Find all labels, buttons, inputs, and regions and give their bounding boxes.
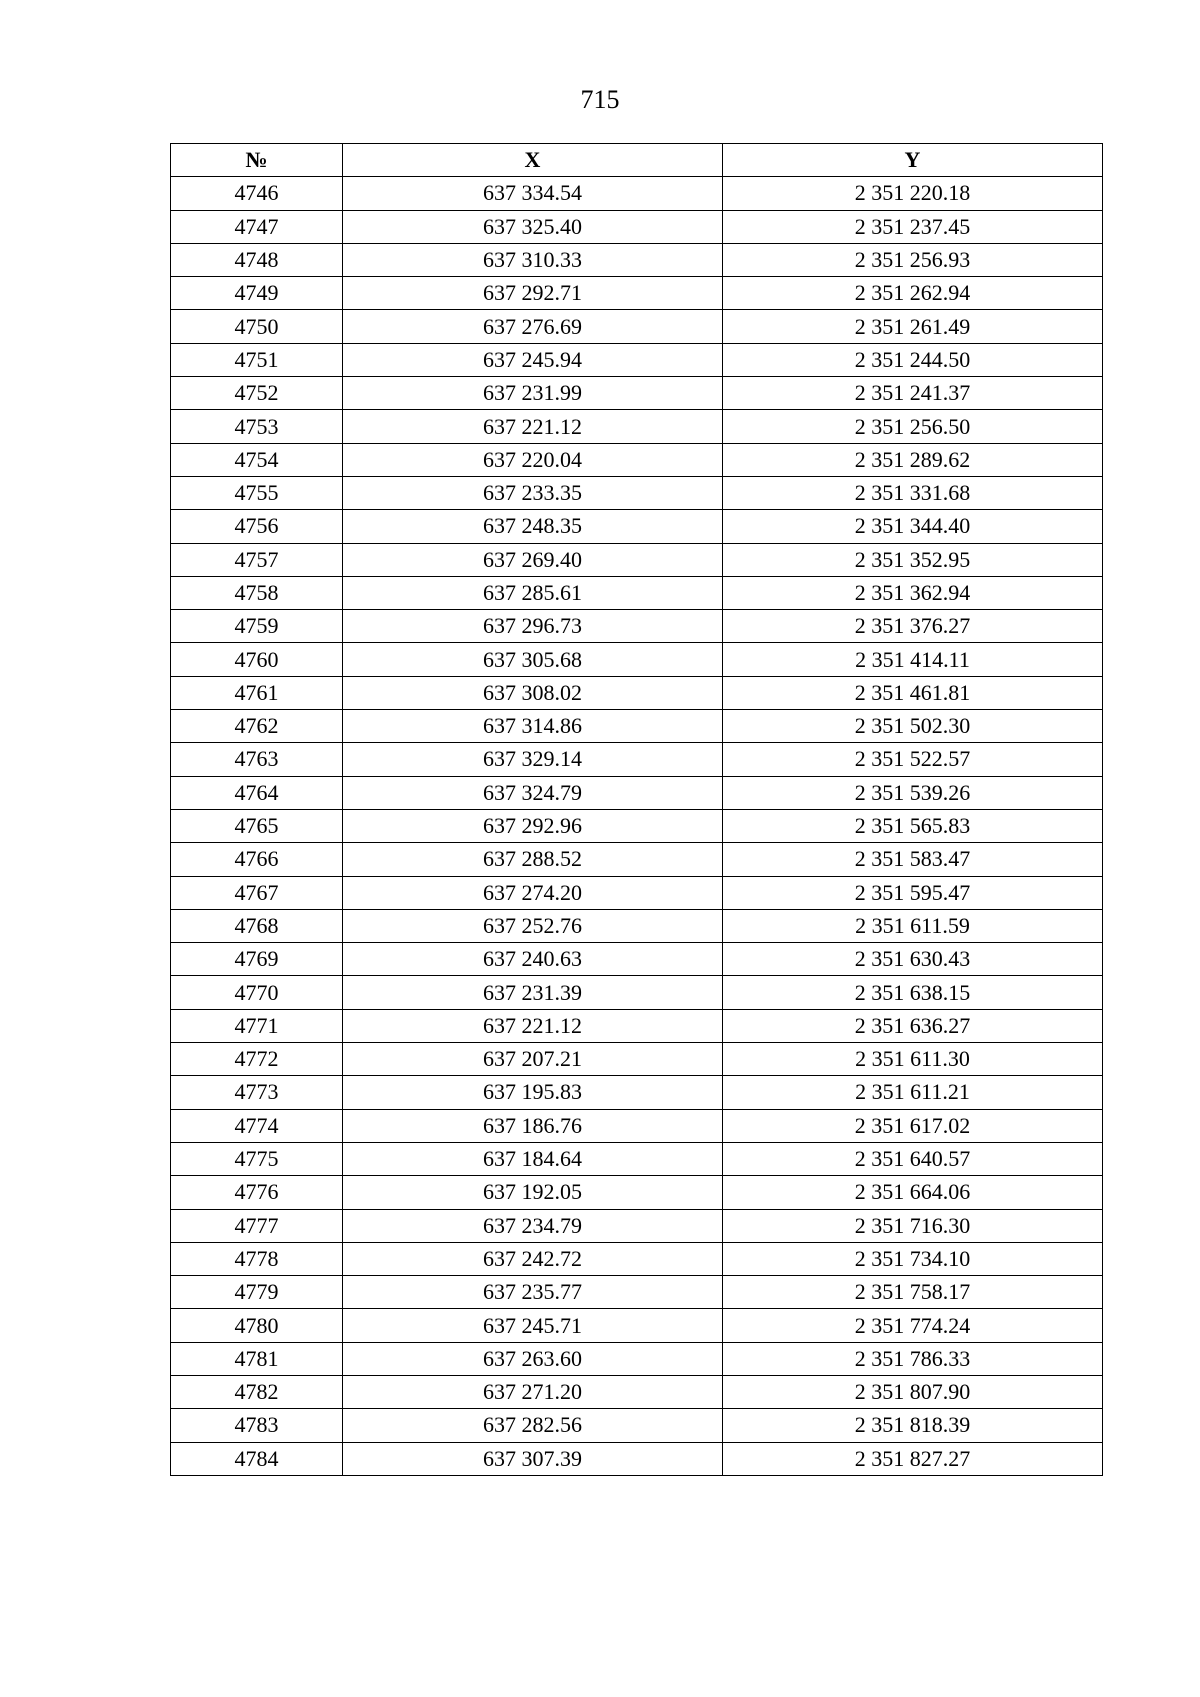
table-row (171, 876, 1103, 909)
cell-number: 4759 (171, 610, 343, 643)
table-row (171, 1109, 1103, 1142)
cell-x: 637 207.21 (343, 1043, 723, 1076)
table-row (171, 843, 1103, 876)
cell-number: 4753 (171, 410, 343, 443)
table-row (171, 743, 1103, 776)
cell-y: 2 351 256.93 (723, 243, 1103, 276)
cell-y: 2 351 818.39 (723, 1409, 1103, 1442)
cell-number: 4760 (171, 643, 343, 676)
cell-y: 2 351 331.68 (723, 476, 1103, 509)
table-row (171, 976, 1103, 1009)
table-row (171, 776, 1103, 809)
table-row (171, 1276, 1103, 1309)
cell-y: 2 351 786.33 (723, 1342, 1103, 1375)
cell-number: 4768 (171, 909, 343, 942)
table-row (171, 576, 1103, 609)
table-row (171, 1076, 1103, 1109)
cell-number: 4773 (171, 1076, 343, 1109)
cell-x: 637 292.71 (343, 277, 723, 310)
cell-x: 637 274.20 (343, 876, 723, 909)
cell-x: 637 310.33 (343, 243, 723, 276)
cell-y: 2 351 461.81 (723, 676, 1103, 709)
table-row (171, 277, 1103, 310)
cell-x: 637 252.76 (343, 909, 723, 942)
cell-x: 637 245.71 (343, 1309, 723, 1342)
cell-y: 2 351 344.40 (723, 510, 1103, 543)
table-row (171, 443, 1103, 476)
cell-x: 637 307.39 (343, 1442, 723, 1475)
cell-y: 2 351 664.06 (723, 1176, 1103, 1209)
table-row (171, 643, 1103, 676)
cell-number: 4766 (171, 843, 343, 876)
cell-y: 2 351 611.21 (723, 1076, 1103, 1109)
cell-y: 2 351 630.43 (723, 943, 1103, 976)
table-row (171, 310, 1103, 343)
cell-number: 4746 (171, 177, 343, 210)
cell-y: 2 351 617.02 (723, 1109, 1103, 1142)
cell-y: 2 351 807.90 (723, 1375, 1103, 1408)
cell-y: 2 351 640.57 (723, 1142, 1103, 1175)
cell-y: 2 351 583.47 (723, 843, 1103, 876)
table-body (171, 177, 1103, 1476)
cell-y: 2 351 611.30 (723, 1043, 1103, 1076)
cell-number: 4757 (171, 543, 343, 576)
cell-x: 637 186.76 (343, 1109, 723, 1142)
cell-x: 637 184.64 (343, 1142, 723, 1175)
cell-number: 4764 (171, 776, 343, 809)
table-row (171, 210, 1103, 243)
cell-number: 4775 (171, 1142, 343, 1175)
cell-x: 637 308.02 (343, 676, 723, 709)
cell-x: 637 231.39 (343, 976, 723, 1009)
cell-x: 637 221.12 (343, 1009, 723, 1042)
table-header (171, 144, 1103, 177)
table-row (171, 710, 1103, 743)
table-row (171, 610, 1103, 643)
cell-y: 2 351 595.47 (723, 876, 1103, 909)
cell-x: 637 242.72 (343, 1242, 723, 1275)
cell-number: 4783 (171, 1409, 343, 1442)
cell-x: 637 292.96 (343, 809, 723, 842)
cell-y: 2 351 244.50 (723, 343, 1103, 376)
cell-x: 637 245.94 (343, 343, 723, 376)
cell-y: 2 351 636.27 (723, 1009, 1103, 1042)
table-row (171, 676, 1103, 709)
cell-x: 637 271.20 (343, 1375, 723, 1408)
cell-x: 637 240.63 (343, 943, 723, 976)
coordinates-table (170, 143, 1103, 1476)
cell-number: 4756 (171, 510, 343, 543)
cell-y: 2 351 414.11 (723, 643, 1103, 676)
cell-number: 4748 (171, 243, 343, 276)
cell-x: 637 282.56 (343, 1409, 723, 1442)
header-row (171, 144, 1103, 177)
table-row (171, 410, 1103, 443)
table-row (171, 543, 1103, 576)
cell-x: 637 329.14 (343, 743, 723, 776)
cell-x: 637 220.04 (343, 443, 723, 476)
cell-x: 637 314.86 (343, 710, 723, 743)
table-row (171, 1309, 1103, 1342)
table-row (171, 243, 1103, 276)
cell-y: 2 351 376.27 (723, 610, 1103, 643)
table-row (171, 1209, 1103, 1242)
table-row (171, 1442, 1103, 1475)
page-number: 715 (580, 85, 620, 114)
table-row (171, 943, 1103, 976)
table-row (171, 1242, 1103, 1275)
cell-x: 637 296.73 (343, 610, 723, 643)
cell-y: 2 351 611.59 (723, 909, 1103, 942)
cell-number: 4758 (171, 576, 343, 609)
table-row (171, 809, 1103, 842)
cell-number: 4765 (171, 809, 343, 842)
cell-y: 2 351 262.94 (723, 277, 1103, 310)
cell-x: 637 231.99 (343, 377, 723, 410)
cell-y: 2 351 241.37 (723, 377, 1103, 410)
table-row (171, 1375, 1103, 1408)
cell-y: 2 351 522.57 (723, 743, 1103, 776)
cell-x: 637 235.77 (343, 1276, 723, 1309)
header-number: № (171, 144, 343, 177)
cell-number: 4752 (171, 377, 343, 410)
cell-x: 637 195.83 (343, 1076, 723, 1109)
cell-y: 2 351 220.18 (723, 177, 1103, 210)
table-row (171, 377, 1103, 410)
cell-number: 4771 (171, 1009, 343, 1042)
cell-x: 637 269.40 (343, 543, 723, 576)
cell-x: 637 221.12 (343, 410, 723, 443)
cell-x: 637 192.05 (343, 1176, 723, 1209)
cell-number: 4767 (171, 876, 343, 909)
cell-y: 2 351 638.15 (723, 976, 1103, 1009)
cell-number: 4769 (171, 943, 343, 976)
cell-number: 4774 (171, 1109, 343, 1142)
cell-y: 2 351 539.26 (723, 776, 1103, 809)
cell-number: 4754 (171, 443, 343, 476)
cell-y: 2 351 289.62 (723, 443, 1103, 476)
table-row (171, 1142, 1103, 1175)
cell-number: 4772 (171, 1043, 343, 1076)
cell-number: 4779 (171, 1276, 343, 1309)
cell-number: 4770 (171, 976, 343, 1009)
cell-number: 4777 (171, 1209, 343, 1242)
table-row (171, 510, 1103, 543)
cell-y: 2 351 256.50 (723, 410, 1103, 443)
cell-y: 2 351 352.95 (723, 543, 1103, 576)
cell-x: 637 248.35 (343, 510, 723, 543)
table-row (171, 1409, 1103, 1442)
cell-y: 2 351 827.27 (723, 1442, 1103, 1475)
cell-x: 637 233.35 (343, 476, 723, 509)
cell-y: 2 351 502.30 (723, 710, 1103, 743)
cell-x: 637 288.52 (343, 843, 723, 876)
table-row (171, 1009, 1103, 1042)
cell-number: 4755 (171, 476, 343, 509)
cell-number: 4750 (171, 310, 343, 343)
header-x: X (343, 144, 723, 177)
cell-x: 637 276.69 (343, 310, 723, 343)
cell-y: 2 351 734.10 (723, 1242, 1103, 1275)
cell-x: 637 334.54 (343, 177, 723, 210)
cell-y: 2 351 774.24 (723, 1309, 1103, 1342)
cell-y: 2 351 565.83 (723, 809, 1103, 842)
cell-x: 637 325.40 (343, 210, 723, 243)
cell-number: 4749 (171, 277, 343, 310)
cell-number: 4762 (171, 710, 343, 743)
cell-number: 4780 (171, 1309, 343, 1342)
cell-number: 4776 (171, 1176, 343, 1209)
cell-number: 4778 (171, 1242, 343, 1275)
cell-x: 637 285.61 (343, 576, 723, 609)
cell-number: 4763 (171, 743, 343, 776)
table-row (171, 343, 1103, 376)
table-row (171, 1176, 1103, 1209)
cell-x: 637 324.79 (343, 776, 723, 809)
table-row (171, 1043, 1103, 1076)
cell-x: 637 234.79 (343, 1209, 723, 1242)
table-row (171, 476, 1103, 509)
cell-x: 637 263.60 (343, 1342, 723, 1375)
cell-y: 2 351 237.45 (723, 210, 1103, 243)
table-row (171, 909, 1103, 942)
cell-y: 2 351 261.49 (723, 310, 1103, 343)
cell-number: 4751 (171, 343, 343, 376)
cell-number: 4747 (171, 210, 343, 243)
table-row (171, 1342, 1103, 1375)
cell-x: 637 305.68 (343, 643, 723, 676)
table-row (171, 177, 1103, 210)
cell-y: 2 351 362.94 (723, 576, 1103, 609)
cell-number: 4782 (171, 1375, 343, 1408)
cell-number: 4784 (171, 1442, 343, 1475)
cell-y: 2 351 716.30 (723, 1209, 1103, 1242)
header-y: Y (723, 144, 1103, 177)
cell-number: 4761 (171, 676, 343, 709)
cell-y: 2 351 758.17 (723, 1276, 1103, 1309)
cell-number: 4781 (171, 1342, 343, 1375)
